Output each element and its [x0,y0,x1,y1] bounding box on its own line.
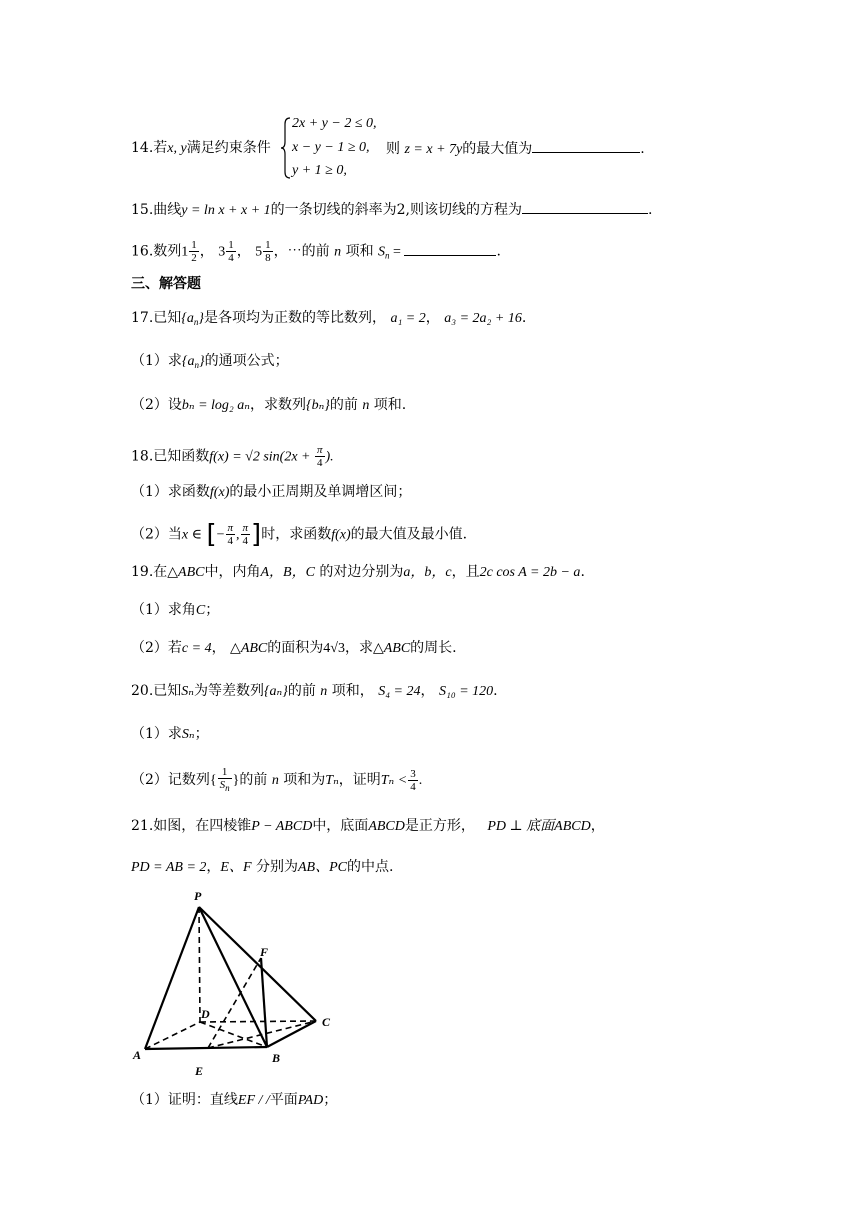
question-18: 18.已知函数f(x) = √2 sin(2x + $\frac{\pi}{4}$ ). [131,444,334,469]
answer-blank-16[interactable] [404,241,496,256]
question-19-part-1: （1）求角C； [131,602,220,618]
question-18-part-1: （1）求函数f(x)的最小正周期及单调增区间； [131,484,412,500]
question-17-part-2: （2）设bₙ = log₂ aₙ，求数列{bₙ}的前 n 项和. [131,397,407,413]
constraint-1: 2x + y − 2 ≤ 0, [292,116,377,131]
question-20: 20.已知Sₙ为等差数列{aₙ}的前 n 项和， S₄ = 24， S₁₀ = 120. [131,683,498,699]
question-21: 21.如图，在四棱锥P − ABCD中，底面ABCD是正方形， PD ⊥ 底面ABCD， [131,818,605,834]
vertex-label-P: P [194,889,202,903]
fraction-pi-4: $\frac{\pi}{4}$ [317,444,323,469]
question-14: 14.若x, y满足约束条件 [131,140,271,156]
question-14-objective: 则 z = x + 7y的最大值为 . [386,138,645,160]
constraint-2: x − y − 1 ≥ 0, [292,140,370,155]
answer-blank-14[interactable] [532,138,640,153]
question-18-part-2: （2）当x ∈ [− $\frac{\pi}{4}$ , $\frac{\pi}{4}$ ]时，求函数f(x)的最大值及最小值. [131,519,468,550]
section-heading: 三、解答题 [131,276,201,292]
question-15: 15.曲线y = ln x + x + 1的一条切线的斜率为2,则该切线的方程为 . [131,199,652,221]
question-19: 19.在△ABC中，内角A，B，C 的对边分别为a，b，c，且2c cos A = 2b − a. [131,564,585,580]
interval-right-bracket: ] [251,519,262,550]
vertex-label-F: F [260,945,269,959]
question-17-part-1: （1）求$\{a_n\}$的通项公式； [131,353,289,370]
constraint-3: y + 1 ≥ 0, [292,163,347,178]
answer-blank-15[interactable] [522,199,648,214]
fraction-1-2: $\frac{1}{2}$ [191,239,197,264]
fraction-pi-4-b: $\frac{\pi}{4}$ [242,522,249,547]
vertex-label-C: C [322,1015,331,1029]
question-19-part-2: （2）若c = 4， △ABC的面积为4√3，求△ABC的周长. [131,640,457,656]
constraint-brace [280,116,292,184]
interval-left-bracket: [ [206,519,217,550]
question-20-part-2: （2）记数列{ $\frac{1}{S_n}$ }的前 n 项和为Tₙ，证明Tₙ < $\frac{3}{4}$ . [131,766,423,793]
fraction-1-8: $\frac{1}{8}$ [265,239,271,264]
fraction-1-over-Sn: $\frac{1}{S_n}$ [219,766,230,793]
vertex-label-A: A [133,1048,142,1062]
vertex-label-B: B [272,1051,281,1065]
question-21-part-1: （1）证明：直线EF / /平面PAD； [131,1092,338,1108]
fraction-3-4: $\frac{3}{4}$ [410,767,416,793]
question-16: 16.数列1 $\frac{1}{2}$ ， 3 $\frac{1}{4}$ ， 5 $\frac{1}{8}$ ，⋯的前 n 项和 $S_n$ = . [131,239,501,264]
fraction-1-4: $\frac{1}{4}$ [228,239,234,264]
vertex-label-D: D [201,1007,210,1021]
vertex-label-E: E [195,1064,204,1078]
question-20-part-1: （1）求Sₙ； [131,726,209,742]
fraction-neg-pi-4: $\frac{\pi}{4}$ [227,522,234,547]
question-21-line-2: PD = AB = 2，E、F 分别为AB、PC的中点. [131,859,394,875]
question-17: 17.已知$\{a_n\}$是各项均为正数的等比数列， a₁ = 2， a₃ = 2a₂ + 16. [131,310,527,327]
pyramid-figure [128,880,348,1080]
